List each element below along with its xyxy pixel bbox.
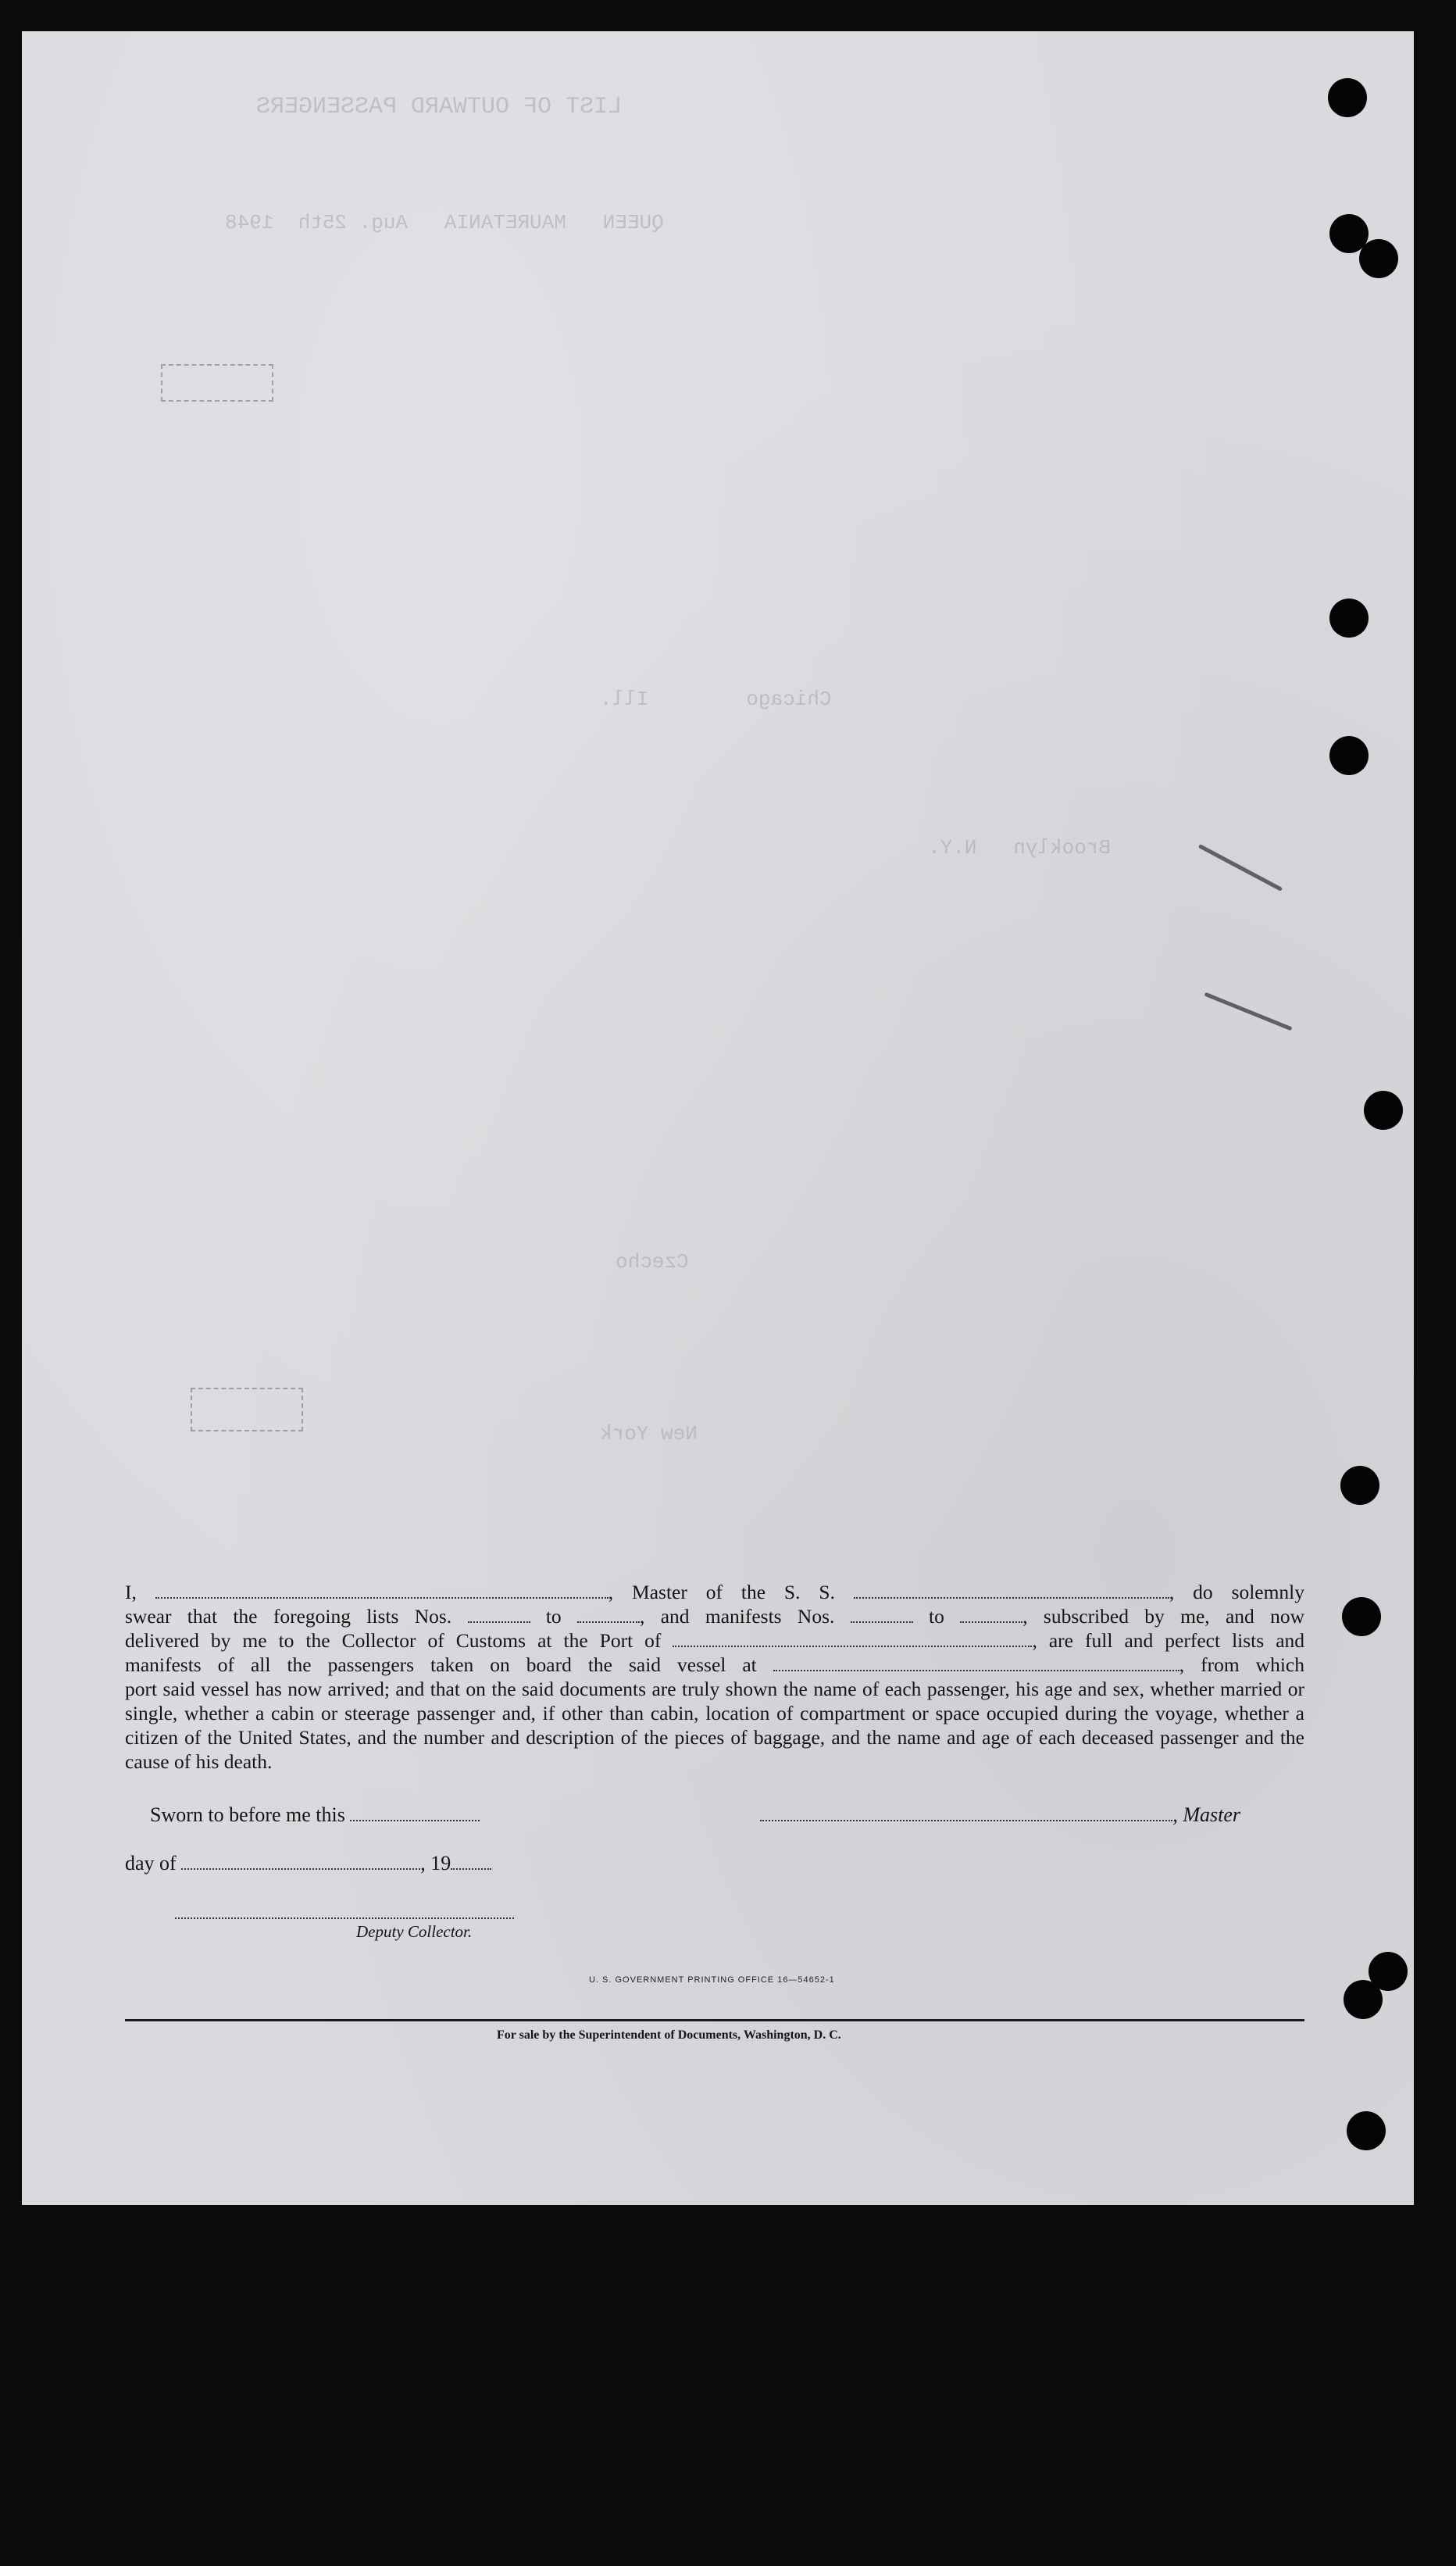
punch-hole bbox=[1359, 239, 1398, 278]
oath-line-1: I, , Master of the S. S. , do solemnly bbox=[125, 1581, 1305, 1603]
punch-hole bbox=[1340, 1466, 1379, 1505]
sworn-line: Sworn to before me this bbox=[150, 1803, 480, 1827]
ghost-entry: Czecho bbox=[616, 1250, 689, 1274]
oath-line-4: manifests of all the passengers taken on board the said vessel at , from which bbox=[125, 1653, 1305, 1676]
punch-hole bbox=[1328, 78, 1367, 117]
punch-hole bbox=[1364, 1091, 1403, 1130]
oath-line-2: swear that the foregoing lists Nos. to , and manifests Nos. to , subscribed by me, and now bbox=[125, 1605, 1305, 1628]
pen-mark bbox=[1198, 844, 1283, 892]
master-signature-line: , Master bbox=[760, 1803, 1240, 1827]
printing-office-imprint: U. S. GOVERNMENT PRINTING OFFICE 16—54652-1 bbox=[589, 1975, 835, 1985]
oath-body: port said vessel has now arrived; and that on the said documents are truly shown the name of each passenger, his age and sex, whether married or single, whether a cabin or steerage passenger and, if other than cabin, location of compartment or space occupied during the voyage, whether a citizen of the United States, and the number and description of the pieces of baggage, and the name and age of each deceased passenger and the cause of his death. bbox=[125, 1678, 1304, 1773]
ghost-entry: New York bbox=[600, 1422, 698, 1446]
faint-stamp bbox=[161, 364, 273, 402]
ghost-heading: LIST OF OUTWARD PASSENGERS bbox=[256, 94, 623, 120]
punch-hole bbox=[1329, 599, 1369, 638]
oath-line-3: delivered by me to the Collector of Customs at the Port of , are full and perfect lists and bbox=[125, 1629, 1305, 1652]
punch-hole bbox=[1344, 1980, 1383, 2019]
punch-hole bbox=[1329, 736, 1369, 775]
punch-hole bbox=[1347, 2111, 1386, 2150]
document-page bbox=[22, 31, 1414, 2205]
footer-rule bbox=[125, 2019, 1304, 2021]
day-of-line: day of , 19 bbox=[125, 1852, 491, 1875]
deputy-signature-line bbox=[175, 1917, 514, 1919]
ghost-entry: Brooklyn N.Y. bbox=[928, 836, 1112, 860]
faint-stamp bbox=[191, 1388, 303, 1431]
ghost-ship-line: QUEEN MAURETANIA Aug. 25th 1948 bbox=[225, 211, 664, 234]
punch-hole bbox=[1342, 1597, 1381, 1636]
for-sale-note: For sale by the Superintendent of Documents, Washington, D. C. bbox=[497, 2028, 841, 2042]
deputy-collector-label: Deputy Collector. bbox=[356, 1922, 473, 1941]
oath-paragraph bbox=[125, 1580, 1304, 1774]
ghost-entry: Chicago Ill. bbox=[600, 688, 832, 711]
pen-mark bbox=[1204, 992, 1292, 1031]
